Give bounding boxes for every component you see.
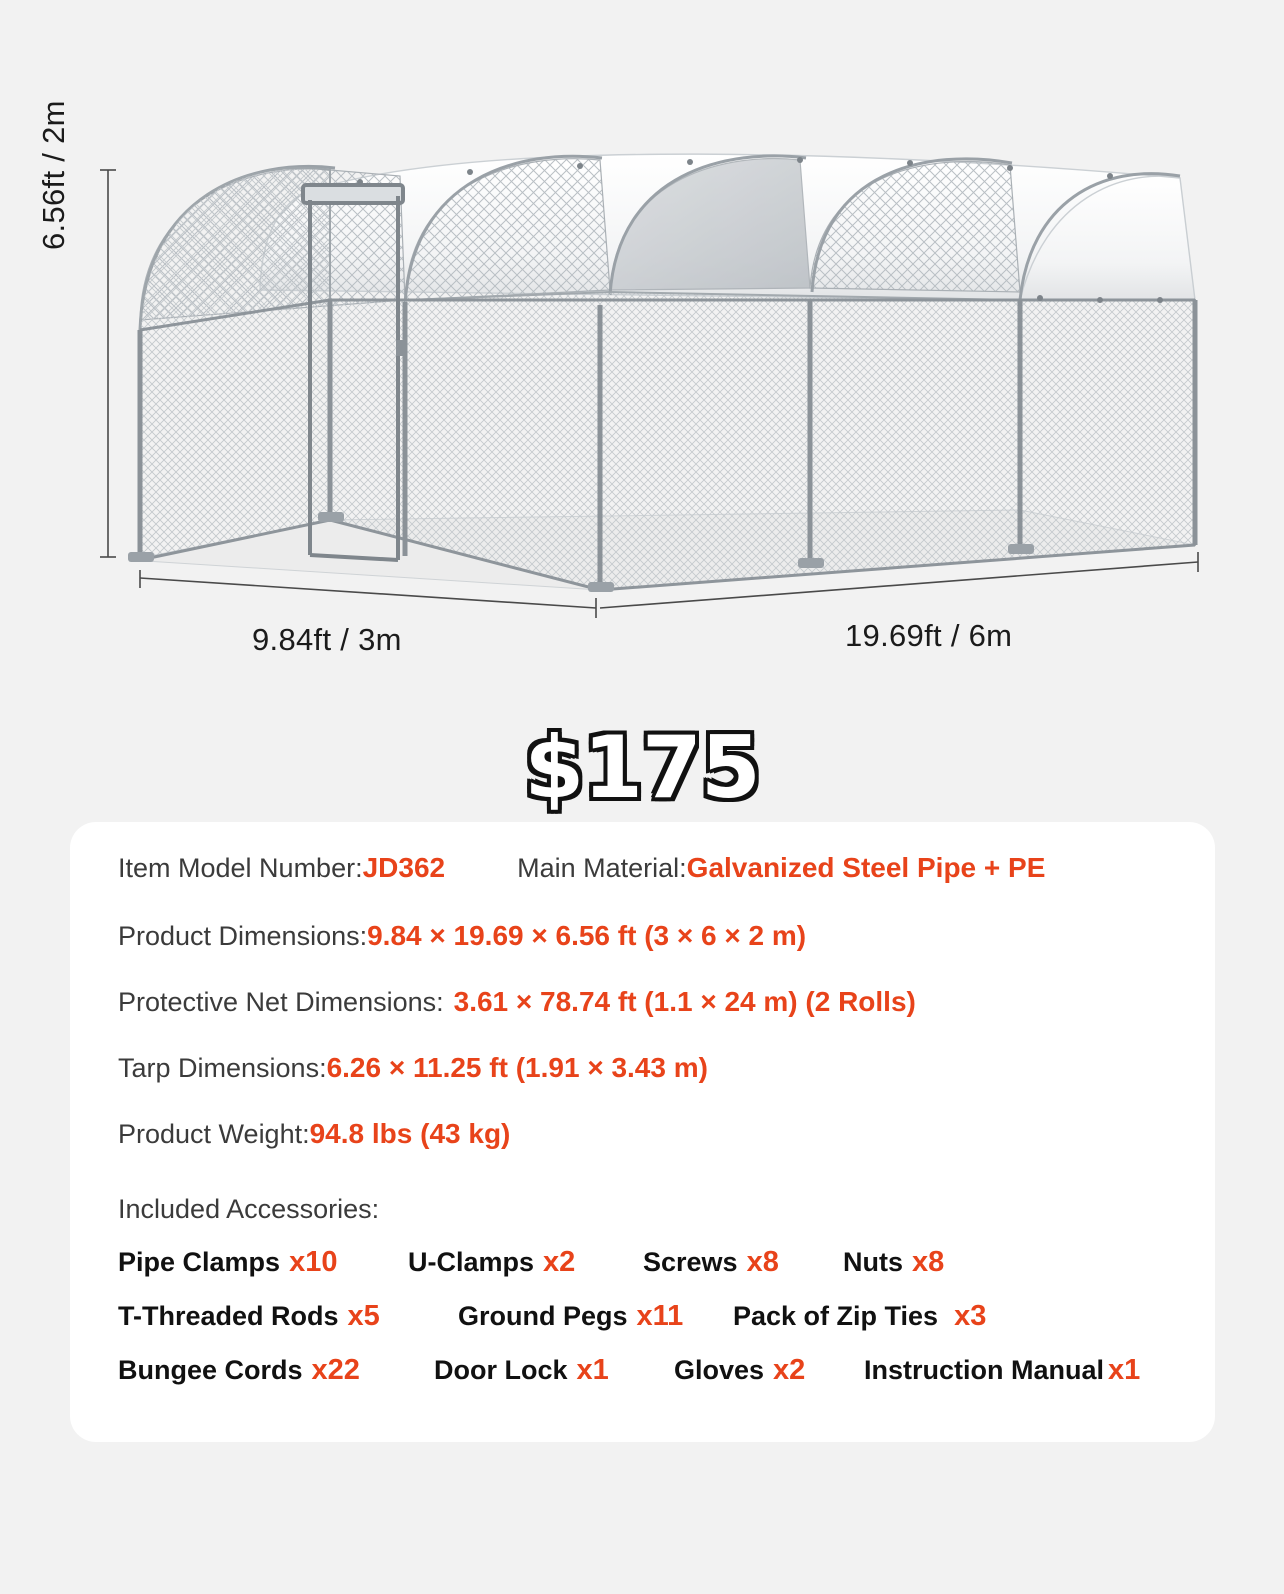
- spec-row-product-dimensions: [118, 920, 806, 952]
- spec-row-net-dimensions: [118, 986, 916, 1018]
- accessories-line: [118, 1354, 1178, 1408]
- accessory-qty: x1: [576, 1354, 609, 1386]
- spec-value: Galvanized Steel Pipe + PE: [686, 852, 1046, 883]
- accessories-line: [118, 1300, 1178, 1354]
- accessory-name: Pack of Zip Ties: [733, 1301, 939, 1331]
- accessory-qty: x8: [746, 1246, 779, 1278]
- accessories-title: Included Accessories:: [118, 1194, 380, 1224]
- accessory-qty: x10: [289, 1246, 338, 1278]
- spec-material: [517, 852, 1045, 884]
- accessory-name: T-Threaded Rods: [118, 1301, 339, 1331]
- price-value: $175: [524, 718, 760, 818]
- accessory-qty: x8: [912, 1246, 945, 1278]
- spec-label: Product Weight:: [118, 1119, 310, 1149]
- accessory-item: [843, 1246, 944, 1279]
- accessories-line: [118, 1246, 1178, 1300]
- accessory-name: Door Lock: [434, 1355, 568, 1385]
- accessory-item: [733, 1300, 986, 1333]
- accessory-qty: x22: [311, 1354, 360, 1386]
- accessory-item: [864, 1354, 1140, 1387]
- accessory-name: Instruction Manual: [864, 1355, 1105, 1385]
- accessory-item: [434, 1354, 674, 1387]
- price-block: [0, 718, 1284, 818]
- accessory-qty: x11: [636, 1300, 684, 1332]
- accessory-name: U-Clamps: [408, 1247, 535, 1277]
- accessory-qty: x5: [347, 1300, 380, 1332]
- spec-label: Protective Net Dimensions:: [118, 987, 444, 1017]
- spec-row-weight: [118, 1118, 510, 1150]
- accessory-name: Bungee Cords: [118, 1355, 303, 1385]
- dimension-width-label: 9.84ft / 3m: [252, 622, 402, 657]
- spec-value: 3.61 × 78.74 ft (1.1 × 24 m) (2 Rolls): [453, 986, 916, 1017]
- dimension-height-label: 6.56ft / 2m: [36, 100, 71, 250]
- accessory-qty: x3: [954, 1300, 987, 1332]
- accessory-item: [118, 1354, 434, 1387]
- accessory-qty: x1: [1108, 1354, 1141, 1386]
- accessory-name: Ground Pegs: [458, 1301, 628, 1331]
- dimension-length-label: 19.69ft / 6m: [845, 618, 1013, 653]
- accessory-qty: x2: [773, 1354, 806, 1386]
- spec-value: 94.8 lbs (43 kg): [309, 1118, 511, 1149]
- accessory-item: [408, 1246, 643, 1279]
- spec-label: Product Dimensions:: [118, 921, 368, 951]
- accessory-item: [458, 1300, 733, 1333]
- spec-value: 6.26 × 11.25 ft (1.91 × 3.43 m): [326, 1052, 708, 1083]
- accessory-name: Gloves: [674, 1355, 765, 1385]
- spec-row-tarp-dimensions: [118, 1052, 708, 1084]
- spec-row-model-material: [118, 852, 1188, 884]
- specification-card: [70, 822, 1215, 1442]
- accessory-item: [643, 1246, 843, 1279]
- accessory-name: Pipe Clamps: [118, 1247, 281, 1277]
- spec-label: Item Model Number:: [118, 853, 363, 883]
- accessory-qty: x2: [543, 1246, 576, 1278]
- accessory-name: Screws: [643, 1247, 738, 1277]
- accessory-item: [118, 1300, 458, 1333]
- accessory-name: Nuts: [843, 1247, 903, 1277]
- spec-label: Tarp Dimensions:: [118, 1053, 327, 1083]
- spec-model: [118, 852, 445, 884]
- accessory-item: [674, 1354, 864, 1387]
- accessories-list: [118, 1246, 1178, 1408]
- spec-value: JD362: [362, 852, 446, 883]
- product-illustration: [0, 0, 1284, 700]
- accessory-item: [118, 1246, 408, 1279]
- spec-value: 9.84 × 19.69 × 6.56 ft (3 × 6 × 2 m): [367, 920, 807, 951]
- coop-diagram: [0, 0, 1284, 700]
- spec-label: Main Material:: [517, 853, 687, 883]
